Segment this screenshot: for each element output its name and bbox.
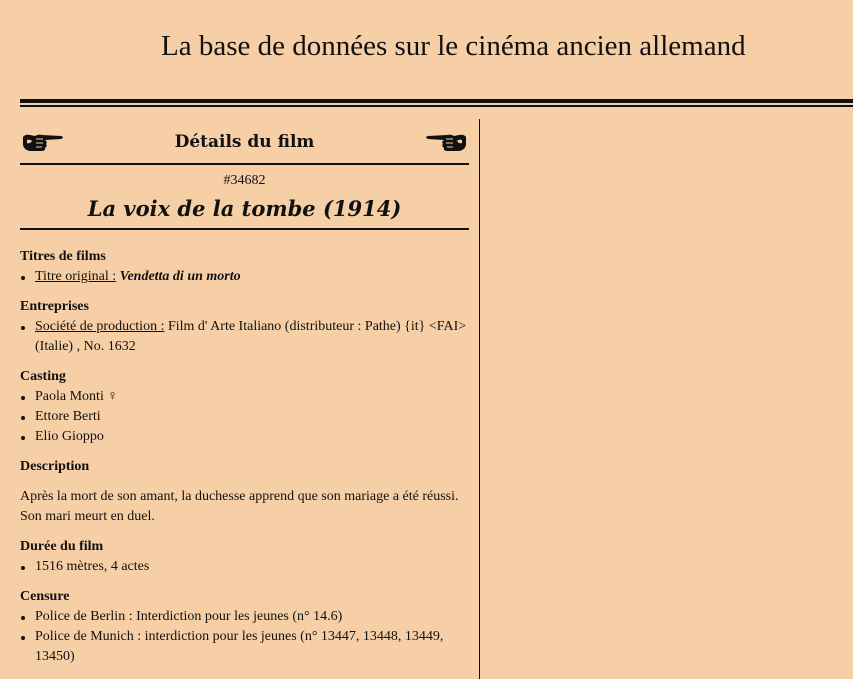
production-company-label: Société de production : xyxy=(35,319,165,334)
section-label-titles: Titres de films xyxy=(20,249,106,264)
censorship-entry: Police de Berlin : Interdiction pour les jeunes (n° 14.6) xyxy=(20,607,469,627)
cast-member: Elio Gioppo xyxy=(20,427,469,447)
section-censorship xyxy=(20,587,469,667)
panel-title: Détails du film xyxy=(174,132,315,152)
section-description xyxy=(20,457,469,527)
film-details-panel xyxy=(20,125,469,667)
cast-member: Ettore Berti xyxy=(20,407,469,427)
list-item-production-company xyxy=(20,317,469,357)
section-label-censorship: Censure xyxy=(20,589,70,604)
description-text: Après la mort de son amant, la duchesse apprend que son mariage a été réussi. Son mari meurt en duel. xyxy=(20,489,459,524)
duration-value: 1516 mètres, 4 actes xyxy=(20,557,469,577)
section-companies xyxy=(20,297,469,357)
header-rule-thick xyxy=(20,99,853,103)
original-title-value: Vendetta di un morto xyxy=(119,269,241,284)
section-duration xyxy=(20,537,469,577)
site-title: La base de données sur le cinéma ancien allemand xyxy=(161,30,746,62)
section-label-description: Description xyxy=(20,459,90,474)
header-rule-thin xyxy=(20,105,853,107)
section-label-cast: Casting xyxy=(20,369,66,384)
film-title: La voix de la tombe (1914) xyxy=(20,191,469,230)
cast-member: Paola Monti ♀ xyxy=(20,387,469,407)
original-title-label: Titre original : xyxy=(35,269,117,284)
film-id: #34682 xyxy=(223,173,266,188)
pointing-hand-left-icon xyxy=(424,131,468,153)
section-label-companies: Entreprises xyxy=(20,299,89,314)
panel-header xyxy=(20,125,469,165)
section-titles xyxy=(20,247,469,287)
production-company-value: Film d' Arte Italiano (distributeur : Pathe) {it} <FAI> (Italie) , No. 1632 xyxy=(35,319,467,354)
section-label-duration: Durée du film xyxy=(20,539,104,554)
censorship-entry: Police de Munich : interdiction pour les jeunes (n° 13447, 13448, 13449, 13450) xyxy=(20,627,469,667)
column-divider xyxy=(479,119,480,679)
list-item-original-title xyxy=(20,267,469,287)
section-cast xyxy=(20,367,469,447)
